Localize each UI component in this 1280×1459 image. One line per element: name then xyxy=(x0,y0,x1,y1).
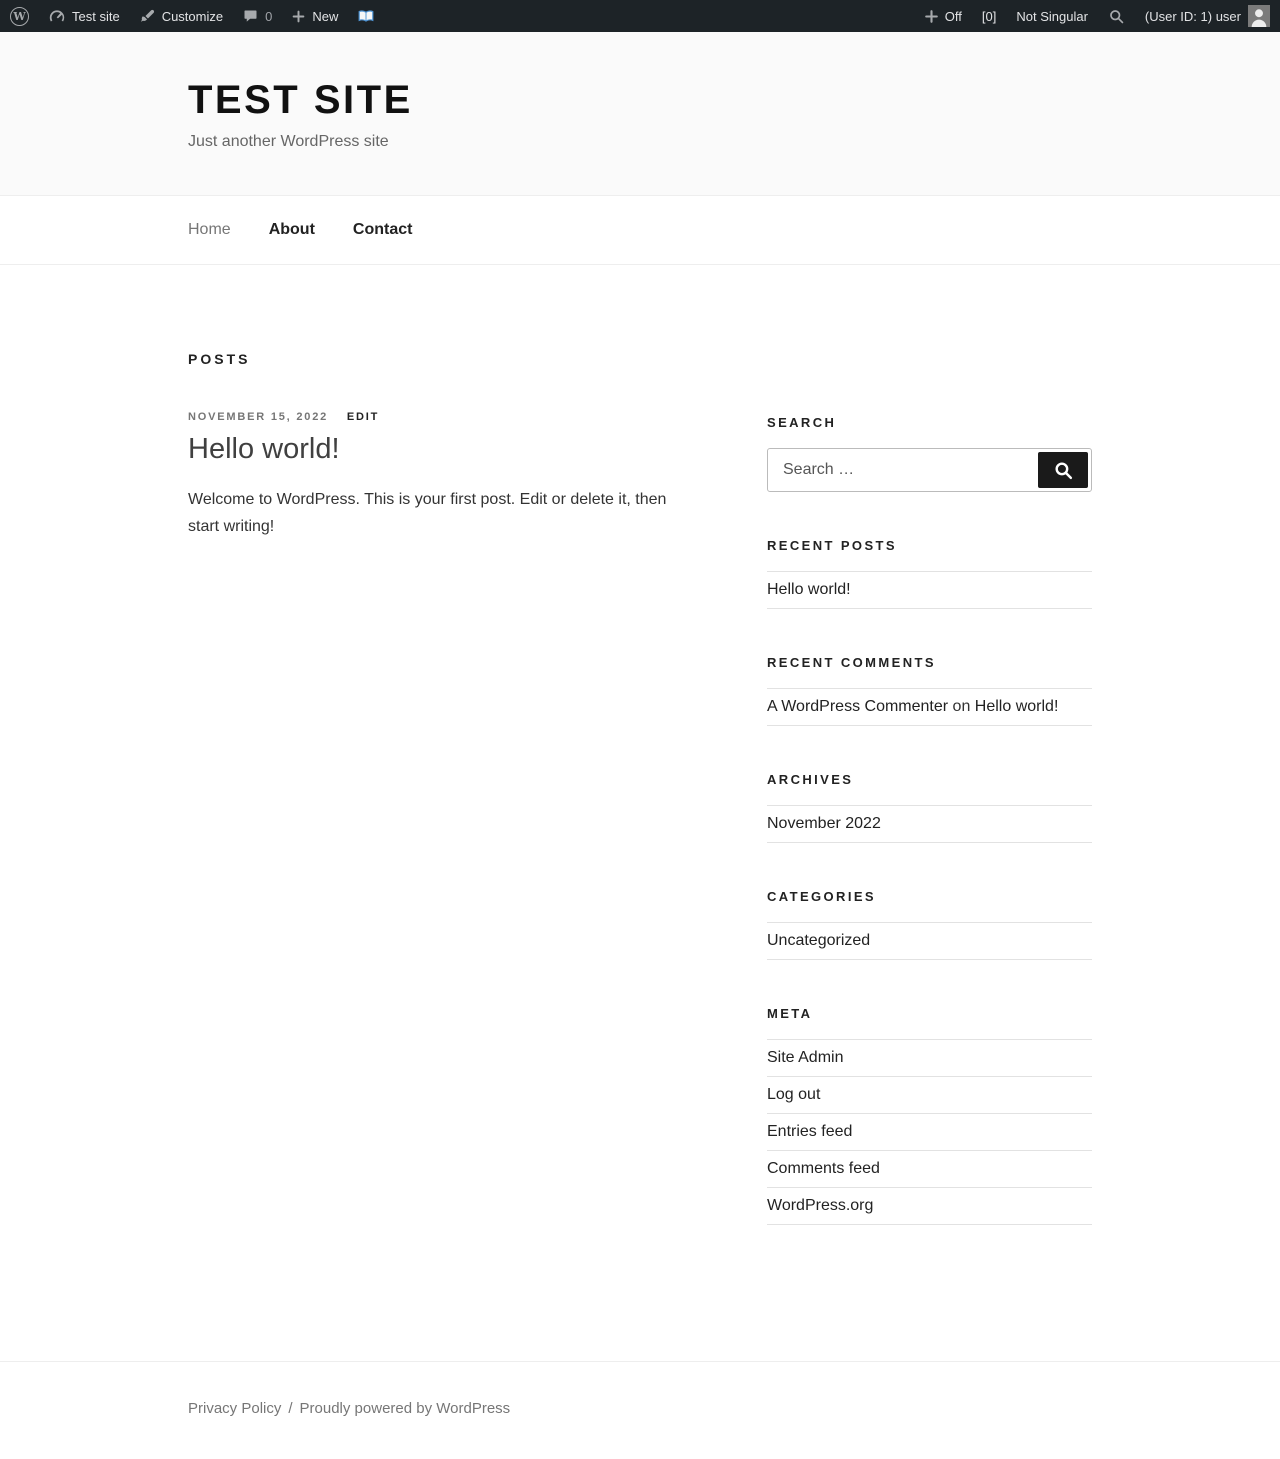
search-form xyxy=(767,448,1092,492)
admin-bar-site-name[interactable]: Test site xyxy=(39,0,130,32)
post-title-link[interactable]: Hello world! xyxy=(188,433,340,465)
post-body: Welcome to WordPress. This is your first post. Edit or delete it, then start writing! xyxy=(188,491,667,536)
site-tagline: Just another WordPress site xyxy=(188,133,389,150)
post-article xyxy=(188,411,700,540)
archives-title: ARCHIVES xyxy=(767,772,854,787)
open-book-icon xyxy=(358,9,374,23)
page-title: POSTS xyxy=(188,351,251,367)
site-footer xyxy=(0,1361,1280,1459)
search-submit-button[interactable] xyxy=(1038,452,1088,488)
nav-item-contact[interactable]: Contact xyxy=(352,221,413,238)
admin-bar-docs[interactable] xyxy=(348,0,384,32)
admin-bar-left xyxy=(0,0,384,32)
customize-brush-icon xyxy=(140,9,155,24)
meta-widget xyxy=(767,1006,1092,1225)
recent-post-link[interactable]: Hello world! xyxy=(767,581,851,598)
search-widget-title: SEARCH xyxy=(767,415,837,430)
meta-comments-feed-link[interactable]: Comments feed xyxy=(767,1160,880,1177)
comment-connector: on xyxy=(952,698,971,715)
plus-icon xyxy=(292,10,305,23)
recent-comments-title: RECENT COMMENTS xyxy=(767,655,936,670)
search-icon xyxy=(1053,460,1074,481)
comments-count: 0 xyxy=(265,8,273,24)
user-avatar xyxy=(1248,5,1270,27)
admin-bar-search-button[interactable] xyxy=(1098,0,1135,32)
site-header xyxy=(0,32,1280,195)
cross-plus-icon xyxy=(925,10,938,23)
admin-bar-queue-count[interactable]: [0] xyxy=(981,8,997,24)
archives-widget xyxy=(767,772,1092,843)
meta-site-admin-link[interactable]: Site Admin xyxy=(767,1049,844,1066)
wordpress-menu-button[interactable] xyxy=(0,0,39,32)
categories-widget xyxy=(767,889,1092,960)
admin-bar-singular-status[interactable]: Not Singular xyxy=(1016,8,1088,24)
categories-title: CATEGORIES xyxy=(767,889,876,904)
powered-by-link[interactable]: Proudly powered by WordPress xyxy=(299,1400,511,1417)
recent-comments-widget xyxy=(767,655,1092,726)
posts-column xyxy=(188,351,700,540)
admin-bar-right xyxy=(915,0,1280,32)
comment-post-link[interactable]: Hello world! xyxy=(974,698,1059,715)
site-title[interactable]: TEST SITE xyxy=(188,78,413,122)
list-item xyxy=(767,1188,1092,1225)
meta-entries-feed-link[interactable]: Entries feed xyxy=(767,1123,853,1140)
list-item xyxy=(767,689,1092,726)
comments-bubble-icon xyxy=(243,9,258,24)
recent-posts-title: RECENT POSTS xyxy=(767,538,897,553)
nav-item-home[interactable]: Home xyxy=(188,221,231,238)
list-item xyxy=(767,1114,1092,1151)
dashboard-gauge-icon xyxy=(49,8,65,24)
admin-bar-my-account[interactable]: (User ID: 1) user xyxy=(1135,0,1280,32)
comment-author-link[interactable]: A WordPress Commenter xyxy=(767,698,949,715)
archive-link[interactable]: November 2022 xyxy=(767,815,881,832)
post-date-link[interactable]: NOVEMBER 15, 2022 xyxy=(188,411,329,423)
category-link[interactable]: Uncategorized xyxy=(767,932,871,949)
privacy-policy-link[interactable]: Privacy Policy xyxy=(188,1400,282,1417)
wordpress-logo-icon: W xyxy=(10,7,29,26)
list-item xyxy=(767,806,1092,843)
search-input[interactable] xyxy=(771,452,1038,488)
admin-bar-coming-soon-toggle[interactable]: Off xyxy=(915,0,972,32)
recent-posts-widget xyxy=(767,538,1092,609)
post-meta xyxy=(188,411,700,423)
main-navigation xyxy=(0,195,1280,265)
meta-wordpress-org-link[interactable]: WordPress.org xyxy=(767,1197,874,1214)
meta-title: META xyxy=(767,1006,813,1021)
admin-bar-new[interactable]: New xyxy=(282,0,348,32)
admin-bar-comments[interactable] xyxy=(233,0,282,32)
content-area xyxy=(188,265,1092,1361)
search-widget xyxy=(767,415,1092,492)
list-item xyxy=(767,1151,1092,1188)
post-edit-link[interactable]: EDIT xyxy=(346,411,380,423)
sidebar xyxy=(767,351,1092,1271)
footer-separator: / xyxy=(288,1400,293,1417)
list-item xyxy=(767,1040,1092,1077)
list-item xyxy=(767,572,1092,609)
nav-item-about[interactable]: About xyxy=(268,221,315,238)
list-item xyxy=(767,923,1092,960)
search-icon xyxy=(1108,8,1125,25)
meta-log-out-link[interactable]: Log out xyxy=(767,1086,821,1103)
list-item xyxy=(767,1077,1092,1114)
admin-bar xyxy=(0,0,1280,32)
admin-bar-customize[interactable]: Customize xyxy=(130,0,233,32)
